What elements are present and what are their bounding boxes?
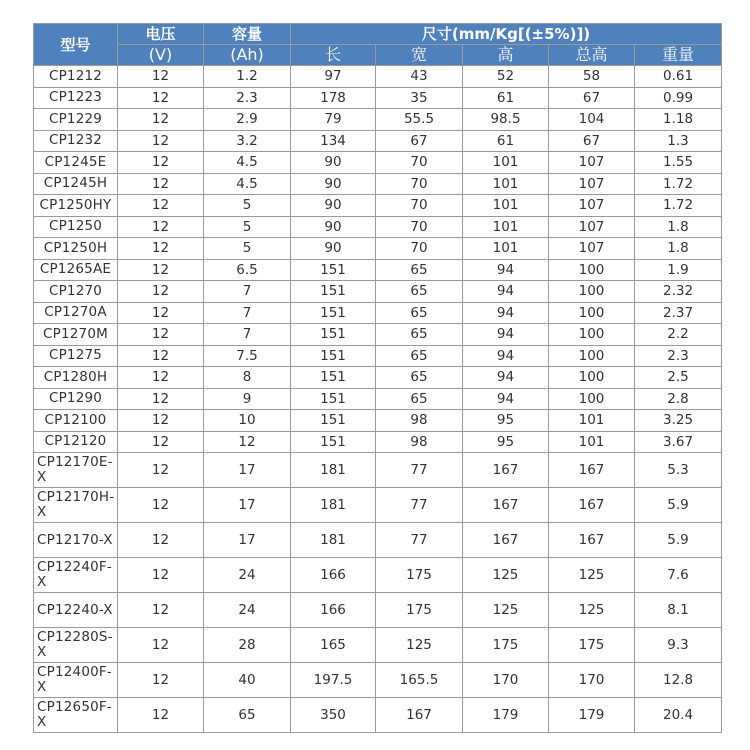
cell-voltage: 12 <box>118 195 204 217</box>
header-capacity: 容量 <box>204 24 291 45</box>
cell-length: 151 <box>291 302 376 324</box>
cell-model: CP12240F-X <box>34 558 118 593</box>
cell-model: CP12170E-X <box>34 453 118 488</box>
cell-model: CP12400F-X <box>34 663 118 698</box>
cell-length: 166 <box>291 558 376 593</box>
header-weight: 重量 <box>635 45 722 66</box>
cell-model: CP1250HY <box>34 195 118 217</box>
cell-height: 167 <box>463 488 549 523</box>
cell-weight: 1.8 <box>635 238 722 260</box>
cell-total-height: 100 <box>549 324 635 346</box>
cell-weight: 7.6 <box>635 558 722 593</box>
table-row <box>34 345 722 367</box>
cell-length: 151 <box>291 367 376 389</box>
cell-model: CP12280S-X <box>34 628 118 663</box>
battery-spec-table <box>33 23 722 733</box>
cell-width: 70 <box>376 152 463 174</box>
cell-model: CP12120 <box>34 431 118 453</box>
cell-voltage: 12 <box>118 281 204 303</box>
table-row <box>34 238 722 260</box>
cell-weight: 0.61 <box>635 66 722 88</box>
cell-capacity: 10 <box>204 410 291 432</box>
cell-weight: 1.18 <box>635 109 722 131</box>
cell-total-height: 167 <box>549 488 635 523</box>
cell-length: 151 <box>291 410 376 432</box>
cell-model: CP1232 <box>34 130 118 152</box>
cell-height: 167 <box>463 453 549 488</box>
table-row <box>34 324 722 346</box>
cell-voltage: 12 <box>118 173 204 195</box>
cell-voltage: 12 <box>118 216 204 238</box>
cell-width: 77 <box>376 523 463 558</box>
cell-voltage: 12 <box>118 152 204 174</box>
cell-length: 197.5 <box>291 663 376 698</box>
cell-total-height: 67 <box>549 87 635 109</box>
table-row <box>34 698 722 733</box>
table-row <box>34 216 722 238</box>
cell-weight: 20.4 <box>635 698 722 733</box>
cell-width: 65 <box>376 259 463 281</box>
cell-model: CP1223 <box>34 87 118 109</box>
cell-weight: 1.55 <box>635 152 722 174</box>
cell-model: CP1265AE <box>34 259 118 281</box>
cell-capacity: 4.5 <box>204 173 291 195</box>
cell-length: 90 <box>291 195 376 217</box>
cell-weight: 0.99 <box>635 87 722 109</box>
cell-capacity: 8 <box>204 367 291 389</box>
cell-total-height: 107 <box>549 195 635 217</box>
cell-total-height: 170 <box>549 663 635 698</box>
table-row <box>34 410 722 432</box>
cell-model: CP12650F-X <box>34 698 118 733</box>
cell-height: 94 <box>463 345 549 367</box>
cell-length: 151 <box>291 388 376 410</box>
cell-total-height: 100 <box>549 281 635 303</box>
cell-height: 170 <box>463 663 549 698</box>
cell-voltage: 12 <box>118 431 204 453</box>
cell-width: 125 <box>376 628 463 663</box>
cell-width: 167 <box>376 698 463 733</box>
table-row <box>34 109 722 131</box>
table-row <box>34 628 722 663</box>
cell-capacity: 7.5 <box>204 345 291 367</box>
cell-weight: 5.9 <box>635 488 722 523</box>
cell-model: CP1245H <box>34 173 118 195</box>
header-voltage-unit: (V) <box>118 45 204 66</box>
cell-voltage: 12 <box>118 663 204 698</box>
cell-model: CP12100 <box>34 410 118 432</box>
cell-height: 101 <box>463 152 549 174</box>
cell-length: 178 <box>291 87 376 109</box>
cell-model: CP1280H <box>34 367 118 389</box>
cell-weight: 2.2 <box>635 324 722 346</box>
cell-height: 101 <box>463 173 549 195</box>
cell-voltage: 12 <box>118 130 204 152</box>
cell-voltage: 12 <box>118 367 204 389</box>
cell-height: 61 <box>463 130 549 152</box>
cell-width: 35 <box>376 87 463 109</box>
cell-weight: 2.8 <box>635 388 722 410</box>
cell-width: 65 <box>376 367 463 389</box>
cell-voltage: 12 <box>118 109 204 131</box>
cell-voltage: 12 <box>118 410 204 432</box>
cell-total-height: 107 <box>549 173 635 195</box>
cell-total-height: 100 <box>549 302 635 324</box>
cell-model: CP12170-X <box>34 523 118 558</box>
cell-capacity: 17 <box>204 523 291 558</box>
table-row <box>34 388 722 410</box>
cell-capacity: 3.2 <box>204 130 291 152</box>
cell-model: CP1250 <box>34 216 118 238</box>
cell-model: CP1270 <box>34 281 118 303</box>
cell-length: 181 <box>291 523 376 558</box>
cell-total-height: 101 <box>549 410 635 432</box>
cell-width: 98 <box>376 410 463 432</box>
cell-width: 67 <box>376 130 463 152</box>
cell-model: CP12240-X <box>34 593 118 628</box>
cell-voltage: 12 <box>118 324 204 346</box>
cell-capacity: 7 <box>204 281 291 303</box>
cell-width: 175 <box>376 593 463 628</box>
cell-capacity: 9 <box>204 388 291 410</box>
cell-length: 166 <box>291 593 376 628</box>
cell-capacity: 6.5 <box>204 259 291 281</box>
table-row <box>34 195 722 217</box>
cell-voltage: 12 <box>118 66 204 88</box>
cell-total-height: 107 <box>549 216 635 238</box>
cell-width: 70 <box>376 238 463 260</box>
cell-height: 94 <box>463 281 549 303</box>
cell-weight: 2.32 <box>635 281 722 303</box>
cell-width: 165.5 <box>376 663 463 698</box>
cell-width: 43 <box>376 66 463 88</box>
cell-height: 125 <box>463 593 549 628</box>
cell-height: 94 <box>463 388 549 410</box>
table-row <box>34 453 722 488</box>
table-row <box>34 152 722 174</box>
table-row <box>34 130 722 152</box>
table-row <box>34 523 722 558</box>
cell-width: 65 <box>376 345 463 367</box>
cell-length: 151 <box>291 259 376 281</box>
cell-width: 98 <box>376 431 463 453</box>
cell-weight: 1.3 <box>635 130 722 152</box>
cell-weight: 2.37 <box>635 302 722 324</box>
table-row <box>34 173 722 195</box>
cell-length: 90 <box>291 216 376 238</box>
table-header <box>34 24 722 66</box>
cell-total-height: 58 <box>549 66 635 88</box>
cell-voltage: 12 <box>118 87 204 109</box>
cell-length: 151 <box>291 324 376 346</box>
cell-voltage: 12 <box>118 238 204 260</box>
cell-total-height: 179 <box>549 698 635 733</box>
cell-length: 151 <box>291 281 376 303</box>
cell-total-height: 167 <box>549 523 635 558</box>
cell-total-height: 125 <box>549 593 635 628</box>
cell-height: 94 <box>463 324 549 346</box>
cell-model: CP1275 <box>34 345 118 367</box>
header-width: 宽 <box>376 45 463 66</box>
cell-total-height: 100 <box>549 367 635 389</box>
cell-total-height: 67 <box>549 130 635 152</box>
cell-weight: 2.3 <box>635 345 722 367</box>
cell-length: 165 <box>291 628 376 663</box>
header-voltage: 电压 <box>118 24 204 45</box>
table-row <box>34 281 722 303</box>
table-row <box>34 87 722 109</box>
cell-capacity: 40 <box>204 663 291 698</box>
table-row <box>34 431 722 453</box>
cell-voltage: 12 <box>118 523 204 558</box>
header-height: 高 <box>463 45 549 66</box>
cell-length: 350 <box>291 698 376 733</box>
cell-weight: 5.3 <box>635 453 722 488</box>
cell-model: CP1212 <box>34 66 118 88</box>
table-row <box>34 663 722 698</box>
cell-height: 167 <box>463 523 549 558</box>
cell-length: 151 <box>291 345 376 367</box>
cell-total-height: 175 <box>549 628 635 663</box>
table-row <box>34 488 722 523</box>
cell-model: CP1270M <box>34 324 118 346</box>
cell-capacity: 2.3 <box>204 87 291 109</box>
table-row <box>34 593 722 628</box>
cell-width: 55.5 <box>376 109 463 131</box>
cell-width: 70 <box>376 173 463 195</box>
cell-weight: 9.3 <box>635 628 722 663</box>
cell-total-height: 107 <box>549 152 635 174</box>
cell-width: 65 <box>376 388 463 410</box>
cell-weight: 5.9 <box>635 523 722 558</box>
header-dimensions: 尺寸(mm/Kg[(±5%)]) <box>291 24 722 45</box>
cell-height: 101 <box>463 195 549 217</box>
cell-height: 94 <box>463 302 549 324</box>
cell-total-height: 125 <box>549 558 635 593</box>
table-row <box>34 302 722 324</box>
cell-weight: 12.8 <box>635 663 722 698</box>
cell-width: 70 <box>376 216 463 238</box>
cell-voltage: 12 <box>118 593 204 628</box>
cell-height: 52 <box>463 66 549 88</box>
cell-capacity: 12 <box>204 431 291 453</box>
cell-weight: 1.9 <box>635 259 722 281</box>
cell-length: 90 <box>291 152 376 174</box>
cell-height: 94 <box>463 367 549 389</box>
table-row <box>34 558 722 593</box>
cell-weight: 1.72 <box>635 173 722 195</box>
cell-width: 65 <box>376 324 463 346</box>
cell-capacity: 1.2 <box>204 66 291 88</box>
cell-width: 70 <box>376 195 463 217</box>
cell-total-height: 167 <box>549 453 635 488</box>
cell-weight: 1.8 <box>635 216 722 238</box>
cell-height: 61 <box>463 87 549 109</box>
cell-voltage: 12 <box>118 628 204 663</box>
cell-length: 90 <box>291 173 376 195</box>
cell-model: CP1245E <box>34 152 118 174</box>
cell-weight: 1.72 <box>635 195 722 217</box>
table-row <box>34 66 722 88</box>
cell-capacity: 17 <box>204 453 291 488</box>
cell-voltage: 12 <box>118 302 204 324</box>
header-length: 长 <box>291 45 376 66</box>
header-capacity-unit: (Ah) <box>204 45 291 66</box>
cell-width: 65 <box>376 281 463 303</box>
cell-weight: 3.67 <box>635 431 722 453</box>
cell-capacity: 5 <box>204 216 291 238</box>
cell-voltage: 12 <box>118 698 204 733</box>
cell-length: 90 <box>291 238 376 260</box>
table-row <box>34 259 722 281</box>
cell-capacity: 24 <box>204 558 291 593</box>
cell-model: CP1229 <box>34 109 118 131</box>
cell-total-height: 107 <box>549 238 635 260</box>
cell-length: 181 <box>291 453 376 488</box>
cell-total-height: 101 <box>549 431 635 453</box>
cell-height: 179 <box>463 698 549 733</box>
cell-height: 175 <box>463 628 549 663</box>
cell-height: 125 <box>463 558 549 593</box>
cell-voltage: 12 <box>118 453 204 488</box>
cell-width: 65 <box>376 302 463 324</box>
cell-voltage: 12 <box>118 259 204 281</box>
cell-capacity: 7 <box>204 324 291 346</box>
cell-total-height: 100 <box>549 259 635 281</box>
cell-voltage: 12 <box>118 558 204 593</box>
cell-length: 134 <box>291 130 376 152</box>
cell-model: CP1250H <box>34 238 118 260</box>
header-total-height: 总高 <box>549 45 635 66</box>
cell-weight: 2.5 <box>635 367 722 389</box>
cell-capacity: 5 <box>204 238 291 260</box>
cell-total-height: 100 <box>549 388 635 410</box>
cell-model: CP1270A <box>34 302 118 324</box>
table-row <box>34 367 722 389</box>
cell-capacity: 7 <box>204 302 291 324</box>
cell-weight: 3.25 <box>635 410 722 432</box>
table-body <box>34 66 722 733</box>
cell-height: 95 <box>463 431 549 453</box>
cell-total-height: 104 <box>549 109 635 131</box>
cell-length: 151 <box>291 431 376 453</box>
cell-capacity: 2.9 <box>204 109 291 131</box>
cell-model: CP12170H-X <box>34 488 118 523</box>
cell-width: 77 <box>376 453 463 488</box>
cell-weight: 8.1 <box>635 593 722 628</box>
header-model: 型号 <box>34 24 118 66</box>
cell-capacity: 5 <box>204 195 291 217</box>
cell-capacity: 24 <box>204 593 291 628</box>
cell-capacity: 65 <box>204 698 291 733</box>
cell-width: 175 <box>376 558 463 593</box>
cell-height: 95 <box>463 410 549 432</box>
cell-height: 101 <box>463 216 549 238</box>
cell-width: 77 <box>376 488 463 523</box>
cell-capacity: 28 <box>204 628 291 663</box>
cell-capacity: 4.5 <box>204 152 291 174</box>
cell-voltage: 12 <box>118 488 204 523</box>
cell-length: 97 <box>291 66 376 88</box>
cell-height: 101 <box>463 238 549 260</box>
cell-length: 181 <box>291 488 376 523</box>
cell-height: 94 <box>463 259 549 281</box>
cell-model: CP1290 <box>34 388 118 410</box>
cell-voltage: 12 <box>118 388 204 410</box>
cell-length: 79 <box>291 109 376 131</box>
cell-height: 98.5 <box>463 109 549 131</box>
cell-total-height: 100 <box>549 345 635 367</box>
cell-voltage: 12 <box>118 345 204 367</box>
cell-capacity: 17 <box>204 488 291 523</box>
